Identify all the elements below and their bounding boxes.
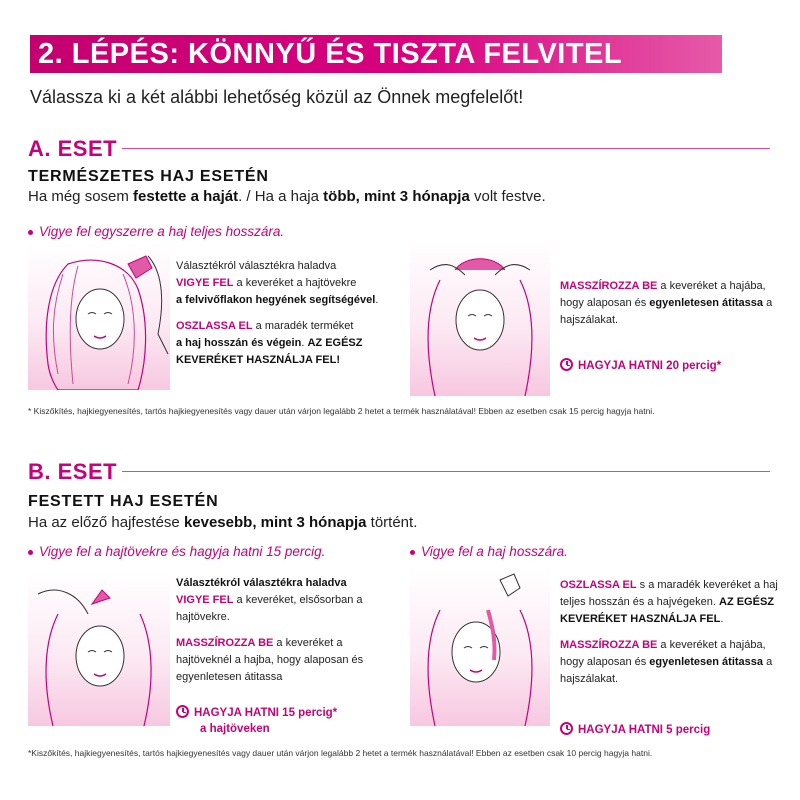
illustration-massage <box>410 240 550 396</box>
illustration-applicator-roots <box>28 244 170 390</box>
case-b-left-steps: Választékról választékra haladva VIGYE FEL a keveréket, elsősorban a hajtövekre. MASSZÍROZZA BE a keveréket a hajtöveknél a hajba, hogy alaposan és egyenletesen átitassa <box>176 577 364 683</box>
case-b-right-wait-time: HAGYJA HATNI 5 percig <box>560 722 710 736</box>
bullet-dot-icon <box>410 550 415 555</box>
case-a-divider <box>122 148 770 149</box>
case-b-divider <box>122 471 770 472</box>
case-a-right-steps: MASSZÍROZZA BE a keveréket a hajába, hogy alaposan és egyenletesen átitassa a hajszálakat. <box>560 280 773 326</box>
case-a-heading: TERMÉSZETES HAJ ESETÉN <box>28 168 269 185</box>
case-b-left-wait-time: HAGYJA HATNI 15 percig* a hajtöveken <box>176 705 337 737</box>
case-a-wait-time: HAGYJA HATNI 20 percig* <box>560 358 721 372</box>
case-a-description: Ha még sosem festette a haját. / Ha a haja több, mint 3 hónapja volt festve. <box>28 188 546 205</box>
woman-massaging-hair-icon <box>410 240 550 396</box>
page-subtitle: Válassza ki a két alábbi lehetőség közül az Önnek megfelelőt! <box>30 87 524 107</box>
case-a-bullet: Vigye fel egyszerre a haj teljes hosszára. <box>28 224 284 239</box>
case-b-bullet-lengths: Vigye fel a haj hosszára. <box>410 544 568 559</box>
bullet-dot-icon <box>28 550 33 555</box>
illustration-spread-lengths <box>410 570 550 726</box>
clock-icon <box>560 722 573 735</box>
case-a-title: A. ESET <box>28 136 118 161</box>
woman-applying-color-icon <box>28 244 170 390</box>
clock-icon <box>176 705 189 718</box>
page-title: 2. LÉPÉS: KÖNNYŰ ÉS TISZTA FELVITEL <box>38 38 623 70</box>
case-b-heading: FESTETT HAJ ESETÉN <box>28 493 219 510</box>
case-a-footnote: * Kiszőkítés, hajkiegyenesítés, tartós hajkiegyenesítés vagy dauer után várjon legalább 2 hetet a termék használatával! Ebben az esetben csak 15 percig hagyja hatni. <box>28 406 655 416</box>
woman-sectioning-hair-icon <box>28 574 170 726</box>
woman-spreading-color-icon <box>410 570 550 726</box>
case-b-right-steps: OSZLASSA EL s a maradék keveréket a haj teljes hosszán és a hajvégeken. AZ EGÉSZ KEVERÉKET HASZNÁLJA FEL. MASSZÍROZZA BE a keveréket a hajába, hogy alaposan és egyenletesen átitassa a hajszálakat. <box>560 579 778 685</box>
bullet-dot-icon <box>28 230 33 235</box>
case-b-title: B. ESET <box>28 459 118 484</box>
header-banner <box>30 35 722 73</box>
case-a-left-steps: Választékról választékra haladva VIGYE FEL a keveréket a hajtövekre a felvivőflakon hegyének segítségével. OSZLASSA EL a maradék terméket a haj hosszán és végein. AZ EGÉSZ KEVERÉKET HASZNÁLJA FEL! <box>176 260 379 366</box>
case-b-bullet-roots: Vigye fel a hajtövekre és hagyja hatni 15 percig. <box>28 544 325 559</box>
illustration-applicator-parting <box>28 574 170 726</box>
case-b-description: Ha az előző hajfestése kevesebb, mint 3 hónapja történt. <box>28 514 418 531</box>
case-b-footnote: *Kiszőkítés, hajkiegyenesítés, tartós hajkiegyenesítés vagy dauer után várjon legalább 2 hetet a termék használatával! Ebben az esetben csak 10 percig hagyja hatni. <box>28 748 653 758</box>
clock-icon <box>560 358 573 371</box>
